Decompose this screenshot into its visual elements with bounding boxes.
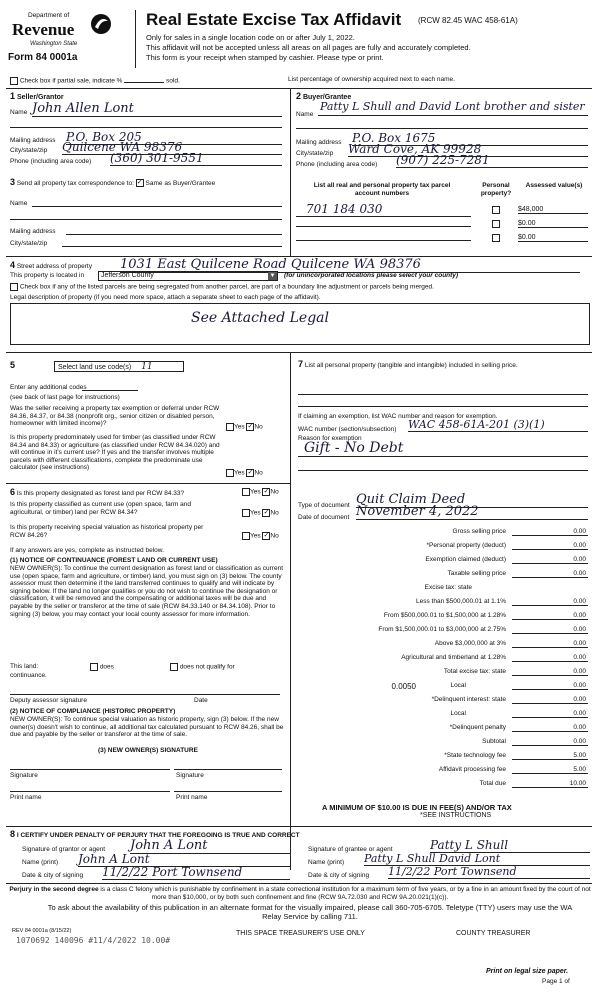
buyer-city: Ward Cove, AK 99928 xyxy=(348,142,588,157)
land-use-section: 5 Select land use code(s) 11 Enter any additional codes (see back of last page for instructions) Was the seller receiving a property tax exemption or deferral under RCW 84.36, 84.37, or 84.38 (nonprofit org., senior citizen or disabled person, homeowner with limited income)? Yes ✓No Is this property predominately used for timber (as classified under RCW 84.34 and 84.33) or agriculture (as classified under RCW 84.34.020) and will continue in it's current use? If yes and the transfer involves multiple parcels with different classifications, complete the predominate use calculator (see instructions) Yes ✓No xyxy=(10,360,263,477)
tax-label: From $1,500,000.01 to $3,000,000 at 2.75% xyxy=(378,626,506,633)
does-not-qualify-checkbox[interactable] xyxy=(170,663,178,671)
tax-value: 0.00 xyxy=(512,640,588,648)
does-qualify-checkbox[interactable] xyxy=(90,663,98,671)
tax-value: 0.00 xyxy=(512,626,588,634)
street-section: 4 Street address of property 1031 East Quilcene Road Quilcene WA 98376 This property is located in Jefferson County ▼ (for unincorporated locations please select your county) Check box if any of the listed parcels are being segregated from another parcel, are part of a boundary line adjustment or parcels being merged. Legal description of property (if you need more space, attach a separate sheet to each page of the affidavit). See Attached Legal xyxy=(10,257,590,349)
tax-label: *State technology fee xyxy=(444,752,506,759)
grantee-signature: Patty L Shull xyxy=(430,838,590,853)
seller-phone: (360) 301-9551 xyxy=(110,151,282,166)
tax-label: Excise tax: state xyxy=(424,584,472,591)
alt-format-notice: To ask about the availability of this publication in an alternate format for the visually impaired, please call 360-705-6705. Teletype (TTY) users may use the WA Relay Service by calling 711. xyxy=(47,903,573,921)
land-use-select[interactable]: Select land use code(s) 11 xyxy=(54,361,184,372)
forest-yes-checkbox[interactable] xyxy=(242,488,250,496)
tax-label: Taxable selling price xyxy=(447,570,506,577)
personal-property-checkbox[interactable] xyxy=(492,206,500,214)
partial-sale-checkbox[interactable] xyxy=(10,77,18,85)
timber-no-checkbox[interactable]: ✓ xyxy=(247,469,254,476)
correspondence-section: 3 Send all property tax correspondence to: ✓ Same as Buyer/Grantee Name Mailing address City/state/zip xyxy=(10,178,285,254)
tax-label: Total excise tax: state xyxy=(443,668,506,675)
tax-value: 0.00 xyxy=(512,682,588,690)
tax-label: Affidavit processing fee xyxy=(438,766,506,773)
tax-value: 0.00 xyxy=(512,668,588,676)
tax-value: 0.00 xyxy=(512,528,588,536)
parcels-table: List all real and personal property tax parcel account numbers Personal property? Assessed value(s) 701 184 030 $48,000 $0.00 $0.00 xyxy=(296,182,592,254)
timber-yes-checkbox[interactable] xyxy=(226,469,234,477)
street-address: 1031 East Quilcene Road Quilcene WA 98376 xyxy=(120,257,580,273)
personal-property-checkbox[interactable] xyxy=(492,220,500,228)
parcel-row: 701 184 030 $48,000 xyxy=(296,202,592,216)
cashier-stamp: 1070692 140096 #11/4/2022 10.00# xyxy=(16,936,171,945)
tax-label: Exemption claimed (deduct) xyxy=(425,556,506,563)
historic-no-checkbox[interactable]: ✓ xyxy=(263,532,270,539)
same-as-buyer-checkbox[interactable]: ✓ xyxy=(136,179,143,187)
tax-value: 0.00 xyxy=(512,598,588,606)
current-use-no-checkbox[interactable]: ✓ xyxy=(263,509,270,516)
buyer-name: Patty L Shull and David Lont brother and sister xyxy=(320,100,585,113)
tax-label: Total due xyxy=(479,780,506,787)
parcel-row: $0.00 xyxy=(296,232,592,244)
tax-value: 10.00 xyxy=(512,780,588,788)
tax-label: *Delinquent interest: state xyxy=(431,696,506,703)
partial-sale-row: Check box if partial sale, indicate % sold. xyxy=(10,77,180,86)
tax-label: Gross selling price xyxy=(452,528,506,535)
exemption-yes-checkbox[interactable] xyxy=(226,423,234,431)
tax-value: 0.00 xyxy=(512,556,588,564)
grantee-name: Patty L Shull David Lont xyxy=(364,852,590,866)
exemption-no-checkbox[interactable]: ✓ xyxy=(247,423,254,430)
tax-label: Local xyxy=(450,682,466,689)
tax-label: Less than $500,000.01 at 1.1% xyxy=(416,598,506,605)
seller-city: Quilcene WA 98376 xyxy=(62,140,282,155)
grantor-date-city: 11/2/22 Port Townsend xyxy=(102,865,290,880)
personal-property-section: 7 List all personal property (tangible and intangible) included in selling price. If claiming an exemption, list WAC number and reason for exemption. WAC number (section/subsection) WAC 458-61A-201 (3)(1) Reason for exemption Gift - No Debt Type of document Quit Claim Deed Date of document November 4, 2022 xyxy=(298,356,592,546)
tax-value: 0.00 xyxy=(512,738,588,746)
seller-section: 1 Seller/Grantor Name John Allen Lont Mailing address P.O. Box 205 City/state/zip Quilcene WA 98376 Phone (including area code) (360) 301-9551 xyxy=(10,91,285,169)
segregation-checkbox[interactable] xyxy=(10,283,18,291)
tax-value: 0.00 xyxy=(512,710,588,718)
forest-land-section: 6 Is this property designated as forest land per RCW 84.33? Yes ✓No Is this property classified as current use (open space, farm and agricultural, or timber) land per RCW 84.34? Yes ✓No Is this property receiving special valuation as historical property per RCW 84.26? Yes ✓No If any answers are yes, complete as instructed below. (1) NOTICE OF CONTINUANCE (FOREST LAND OR CURRENT USE) NEW OWNER(S): To continue the current designation as forest land or classification as current use (open space, farm and agriculture, or timber) land, you must sign on (3) below. The county assessor must then determine if the land transferred continues to qualify and will indicate by signing below. If the land no longer qualifies or you do not wish to continue the designation or classification, it will be removed and the compensating or additional taxes will be due and payable by the seller or transferor at the time of sale (RCW 84.33.140 or 84.34.108). Prior to signing (3) below, you may contact your local county assessor for more information. This land: does does not qualify for continuance. Deputy assessor signature Date (2) NOTICE OF COMPLIANCE (HISTORIC PROPERTY) NEW OWNER(S): To continue special valuation as historic property, sign (3) below. If the new owner(s) doesn't wish to continue, all additional tax calculated pursuant to RCW 84.26, shall be due and payable by the seller or transferor at the time of sale. (3) NEW OWNER(S) SIGNATURE Signature Signature Print name Print name xyxy=(10,487,284,801)
document-type: Quit Claim Deed xyxy=(356,492,588,508)
exemption-reason: Gift - No Debt xyxy=(304,440,404,456)
grantee-date-city: 11/2/22 Port Townsend xyxy=(388,865,590,879)
tax-label: Above $3,000,000 at 3% xyxy=(434,640,506,647)
tax-value: 0.00 xyxy=(512,612,588,620)
tax-value: 0.00 xyxy=(512,696,588,704)
certification-section: 8 I CERTIFY UNDER PENALTY OF PERJURY THAT THE FOREGOING IS TRUE AND CORRECT Signature of grantor or agent John A Lont Name (print) John A Lont Date & city of signing 11/2/22 Port Townsend Signature of grantee or agent Patty L Shull Name (print) Patty L Shull David Lont Date & city of signing 11/2/22 Port Townsend xyxy=(10,828,590,882)
revenue-logo: Department of Revenue Washington State Form 84 0001a xyxy=(6,8,126,66)
current-use-yes-checkbox[interactable] xyxy=(242,509,250,517)
tax-table xyxy=(296,528,592,810)
historic-yes-checkbox[interactable] xyxy=(242,532,250,540)
tax-value: 0.00 xyxy=(512,654,588,662)
tax-value: 5.00 xyxy=(512,752,588,760)
tax-value: 0.00 xyxy=(512,724,588,732)
perjury-notice: Perjury in the second degree is a class C felony which is punishable by confinement in a state correctional institution for a maximum term of five years, or by a fine in an amount fixed by the court of not more than $10,000, or by both such confinement and fine (RCW 9A.72.030 and RCW 9A.20.021(1)(c)). xyxy=(9,886,591,901)
parcel-row: $0.00 xyxy=(296,218,592,230)
form-title: Real Estate Excise Tax Affidavit xyxy=(146,10,402,29)
buyer-mail: P.O. Box 1675 xyxy=(352,131,588,146)
seller-mail: P.O. Box 205 xyxy=(66,130,282,145)
tax-value: 0.00 xyxy=(512,542,588,550)
chevron-down-icon: ▼ xyxy=(269,273,276,279)
wac-number: WAC 458-61A-201 (3)(1) xyxy=(408,418,588,432)
grantor-name: John A Lont xyxy=(78,852,290,867)
legal-description-box[interactable]: See Attached Legal xyxy=(10,303,590,345)
grantor-signature: John A Lont xyxy=(130,838,290,854)
tax-label: *Delinquent penalty xyxy=(449,724,506,731)
seller-name: John Allen Lont xyxy=(32,101,282,117)
tax-label: Agricultural and timberland at 1.28% xyxy=(401,654,506,661)
tax-label: Local xyxy=(450,710,466,717)
minimum-notice: A MINIMUM OF $10.00 IS DUE IN FEE(S) AND/OR TAX xyxy=(322,803,512,812)
buyer-section: 2 Buyer/Grantee Name Patty L Shull and David Lont brother and sister Mailing address P.O. Box 1675 City/state/zip Ward Cove, AK 99928 Phone (including area code) (907) 225-7281 xyxy=(296,91,592,171)
document-date: November 4, 2022 xyxy=(356,504,588,520)
tax-label: From $500,000.01 to $1,500,000 at 1.28% xyxy=(383,612,506,619)
personal-property-checkbox[interactable] xyxy=(492,234,500,242)
local-rate: 0.0050 xyxy=(391,682,416,691)
county-select[interactable]: Jefferson County ▼ xyxy=(98,271,278,281)
tax-label: Subtotal xyxy=(482,738,506,745)
tax-value: 0.00 xyxy=(512,570,588,578)
buyer-phone: (907) 225-7281 xyxy=(396,153,588,168)
forest-no-checkbox[interactable]: ✓ xyxy=(263,488,270,495)
logo-swoosh-icon xyxy=(90,12,112,36)
tax-value: 5.00 xyxy=(512,766,588,774)
tax-label: *Personal property (deduct) xyxy=(426,542,506,549)
